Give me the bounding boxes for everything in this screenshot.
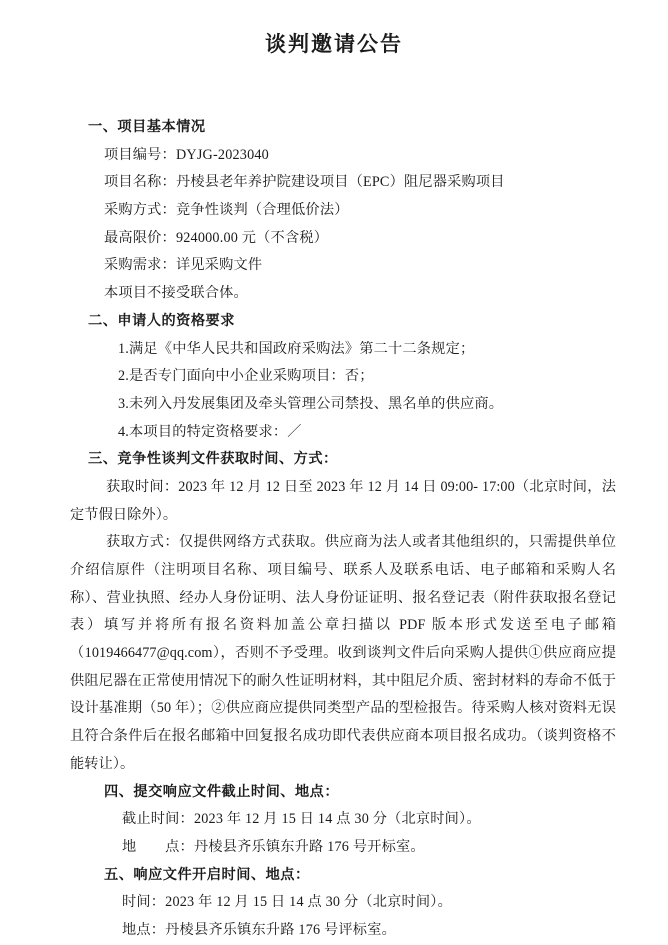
section-5-line-1: 时间：2023 年 12 月 15 日 14 点 30 分（北京时间）。 xyxy=(122,894,452,911)
section-3-paragraph-1: 获取时间：2023 年 12 月 12 日至 2023 年 12 月 14 日 09:00- 17:00（北京时间，法定节假日除外）。 xyxy=(70,478,616,523)
section-1-line-4: 最高限价：924000.00 元（不含税） xyxy=(104,229,329,246)
section-2-line-4: 4.本项目的特定资格要求：／ xyxy=(118,423,302,440)
section-heading-4: 四、提交响应文件截止时间、地点： xyxy=(104,783,340,800)
section-1-line-3: 采购方式：竞争性谈判（合理低价法） xyxy=(104,202,349,219)
section-3-paragraph-2: 获取方式：仅提供网络方式获取。供应商为法人或者其他组织的，只需提供单位介绍信原件（注明项目名称、项目编号、联系人及联系电话、电子邮箱和采购人名称）、营业执照、经办人身份证明、法人身份证证明、报名登记表（附件获取报名登记表）填写并将所有报名资料加盖公章扫描以 PDF 版本形式发送至电子邮箱（1019466477@qq.com），否则不予受理。收到谈判文件后向采购人提供①供应商应提供阻尼器在正常使用情况下的耐久性证明材料，其中阻尼介质、密封材料的寿命不低于设计基准期（50 年）；②供应商应提供同类型产品的型检报告。待采购人核对资料无误且符合条件后在报名邮箱中回复报名成功即代表供应商本项目报名成功。（谈判资格不能转让）。 xyxy=(70,534,616,772)
section-4-line-1: 截止时间：2023 年 12 月 15 日 14 点 30 分（北京时间）。 xyxy=(122,811,481,828)
section-1-line-2: 项目名称：丹棱县老年养护院建设项目（EPC）阻尼器采购项目 xyxy=(104,174,505,191)
section-2-line-1: 1.满足《中华人民共和国政府采购法》第二十二条规定； xyxy=(118,340,475,357)
section-2-line-2: 2.是否专门面向中小企业采购项目：否； xyxy=(118,368,374,385)
section-4-line-2: 地 点：丹棱县齐乐镇东升路 176 号开标室。 xyxy=(122,838,425,855)
section-1-line-6: 本项目不接受联合体。 xyxy=(104,285,248,302)
section-heading-1: 一、项目基本情况 xyxy=(88,119,206,135)
section-heading-3: 三、竞争性谈判文件获取时间、方式： xyxy=(88,451,338,468)
section-heading-2: 二、申请人的资格要求 xyxy=(88,312,235,329)
section-1-line-5: 采购需求：详见采购文件 xyxy=(104,257,263,274)
section-2-line-3: 3.未列入丹发展集团及牵头管理公司禁投、黑名单的供应商。 xyxy=(118,395,504,412)
section-1-line-1: 项目编号：DYJG-2023040 xyxy=(104,146,269,163)
page-title: 谈判邀请公告 xyxy=(265,32,403,56)
section-heading-5: 五、响应文件开启时间、地点： xyxy=(104,866,310,883)
document-body xyxy=(52,114,616,945)
section-5-line-2: 地点：丹棱县齐乐镇东升路 176 号评标室。 xyxy=(122,921,396,938)
